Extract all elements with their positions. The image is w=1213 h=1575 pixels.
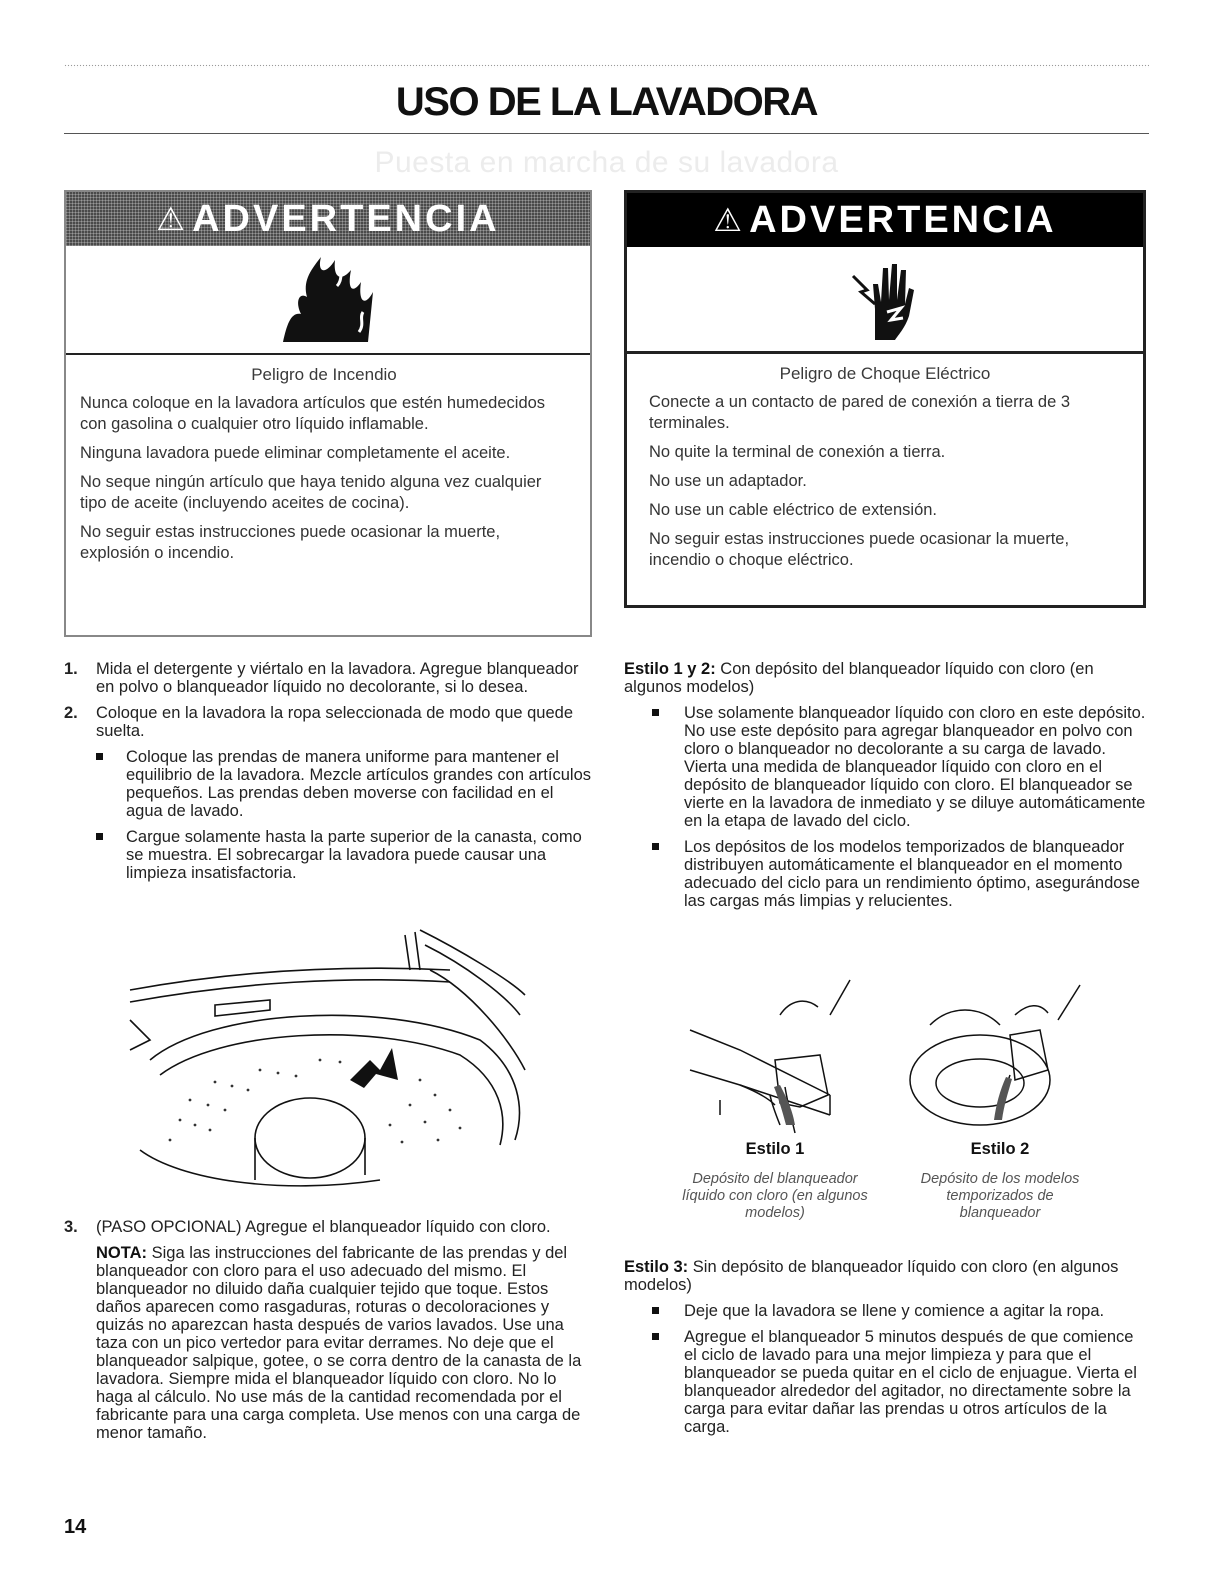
style-text: Sin depósito de blanqueador líquido con cloro (en algunos modelos) bbox=[624, 1258, 1119, 1294]
top-dotted-rule bbox=[64, 64, 1149, 68]
step-3-block bbox=[64, 1218, 592, 1442]
right-column bbox=[624, 660, 1146, 918]
step-text: Mida el detergente y viértalo en la lavadora. Agregue blanqueador en polvo o blanqueador líquido no decolorante, si lo desea. bbox=[96, 660, 579, 696]
shock-warning-box bbox=[624, 190, 1146, 608]
list-item: Agregue el blanqueador 5 minutos después de que comience el ciclo de lavado para una mejor limpieza y para que el blanqueador se pueda quitar en el ciclo de enjuague. Vierta el blanqueador alrededor del agitador, no directamente sobre la carga para evitar dañar las prendas u otros artículos de la carga. bbox=[624, 1328, 1146, 1436]
step-number: 3. bbox=[64, 1218, 78, 1236]
page-number: 14 bbox=[64, 1516, 87, 1538]
fire-hazard-title: Peligro de Incendio bbox=[251, 365, 397, 384]
list-item: Cargue solamente hasta la parte superior de la canasta, como se muestra. El sobrecargar la lavadora puede causar una limpieza insatisfactoria. bbox=[94, 828, 592, 882]
step-text: Coloque en la lavadora la ropa seleccionada de modo que quede suelta. bbox=[96, 704, 574, 740]
figure-description: Depósito de los modelos temporizados de blanqueador bbox=[920, 1171, 1080, 1221]
fire-warning-box bbox=[64, 190, 592, 637]
warning-text: Nunca coloque en la lavadora artículos que estén humedecidos con gasolina o cualquier otro líquido inflamable. bbox=[80, 394, 546, 433]
electric-shock-icon bbox=[845, 254, 925, 344]
figure-description: Depósito del blanqueador líquido con cloro (en algunos modelos) bbox=[682, 1171, 868, 1221]
style-text: Con depósito del blanqueador líquido con cloro (en algunos modelos) bbox=[624, 660, 1094, 696]
warning-text: Ninguna lavadora puede eliminar completamente el aceite. bbox=[80, 444, 511, 462]
warning-header bbox=[66, 192, 590, 246]
washer-load-illustration bbox=[120, 910, 540, 1195]
warning-text: No quite la terminal de conexión a tierra. bbox=[649, 443, 946, 461]
shock-hazard-title: Peligro de Choque Eléctrico bbox=[779, 364, 991, 383]
warning-heading: ADVERTENCIA bbox=[192, 197, 500, 240]
style-label: Estilo 3: bbox=[624, 1258, 689, 1276]
step-number: 2. bbox=[64, 704, 78, 722]
figure-caption bbox=[905, 1140, 1095, 1222]
section-subtitle: Puesta en marcha de su lavadora bbox=[374, 146, 839, 179]
note-label: NOTA: bbox=[96, 1244, 148, 1262]
fire-icon bbox=[273, 252, 383, 347]
style-3-block bbox=[624, 1258, 1146, 1444]
page-title: USO DE LA LAVADORA bbox=[395, 80, 818, 124]
figure-caption bbox=[680, 1140, 870, 1222]
style-label: Estilo 1 y 2: bbox=[624, 660, 716, 678]
warning-text: No seguir estas instrucciones puede ocasionar la muerte, incendio o choque eléctrico. bbox=[649, 530, 1070, 569]
warning-text: No use un cable eléctrico de extensión. bbox=[649, 501, 938, 519]
note-text: Siga las instrucciones del fabricante de las prendas y del blanqueador con cloro para el uso adecuado del mismo. El blanqueador no diluido daña cualquier tejido que toque. Estos daños aparecen como rasgaduras, roturas o decoloraciones y quizás no aparezcan hasta después de varios lavados. Use una taza con un pico vertedor para evitar derrames. No deje que el blanqueador salpique, gotee, o se corra dentro de la canasta de la lavadora. Siempre mida el blanqueador líquido con cloro. No lo haga al cálculo. No use más de la cantidad recomendada por el fabricante para una carga completa. Use menos con una carga de menor tamaño. bbox=[96, 1244, 582, 1442]
warning-text: Conecte a un contacto de pared de conexión a tierra de 3 terminales. bbox=[649, 393, 1071, 432]
warning-text: No use un adaptador. bbox=[649, 472, 807, 490]
step-number: 1. bbox=[64, 660, 78, 678]
left-column bbox=[64, 660, 592, 890]
step-3 bbox=[64, 1218, 592, 1236]
list-item: Coloque las prendas de manera uniforme para mantener el equilibrio de la lavadora. Mezcle artículos grandes con artículos pequeños. Las prendas deben moverse con facilidad en el agua de lavado. bbox=[94, 748, 592, 820]
list-item: Deje que la lavadora se llene y comience a agitar la ropa. bbox=[624, 1302, 1146, 1320]
style-3-intro bbox=[624, 1258, 1146, 1294]
style-1-2-intro bbox=[624, 660, 1146, 696]
list-item: Los depósitos de los modelos temporizados de blanqueador distribuyen automáticamente el blanqueador en el momento adecuado del ciclo para un rendimiento óptimo, asegurándose las cargas más limpias y relucientes. bbox=[624, 838, 1146, 910]
warning-heading: ADVERTENCIA bbox=[749, 198, 1057, 241]
note-paragraph bbox=[64, 1244, 592, 1442]
fire-icon-area bbox=[66, 246, 590, 355]
figure-label: Estilo 1 bbox=[745, 1140, 805, 1158]
warning-triangle-icon: ⚠ bbox=[713, 202, 746, 238]
warning-text: No seguir estas instrucciones puede ocasionar la muerte, explosión o incendio. bbox=[80, 523, 501, 562]
title-divider bbox=[64, 133, 1149, 134]
step-2 bbox=[64, 704, 592, 740]
step-text: (PASO OPCIONAL) Agregue el blanqueador líquido con cloro. bbox=[96, 1218, 551, 1236]
warning-text: No seque ningún artículo que haya tenido alguna vez cualquier tipo de aceite (incluyendo aceites de cocina). bbox=[80, 473, 542, 512]
warning-header bbox=[627, 193, 1143, 247]
figure-label: Estilo 2 bbox=[970, 1140, 1030, 1158]
list-item: Use solamente blanqueador líquido con cloro en este depósito. No use este depósito para agregar blanqueador en polvo con cloro o blanqueador no decolorante a su carga de lavado. Vierta una medida de blanqueador líquido con cloro en el depósito de blanqueador líquido con cloro. El blanqueador se vierte en la lavadora de inmediato y se diluye automáticamente en la etapa de lavado del ciclo. bbox=[624, 704, 1146, 830]
warning-triangle-icon: ⚠ bbox=[156, 201, 189, 237]
step-1 bbox=[64, 660, 592, 696]
electric-shock-icon-area bbox=[627, 247, 1143, 354]
